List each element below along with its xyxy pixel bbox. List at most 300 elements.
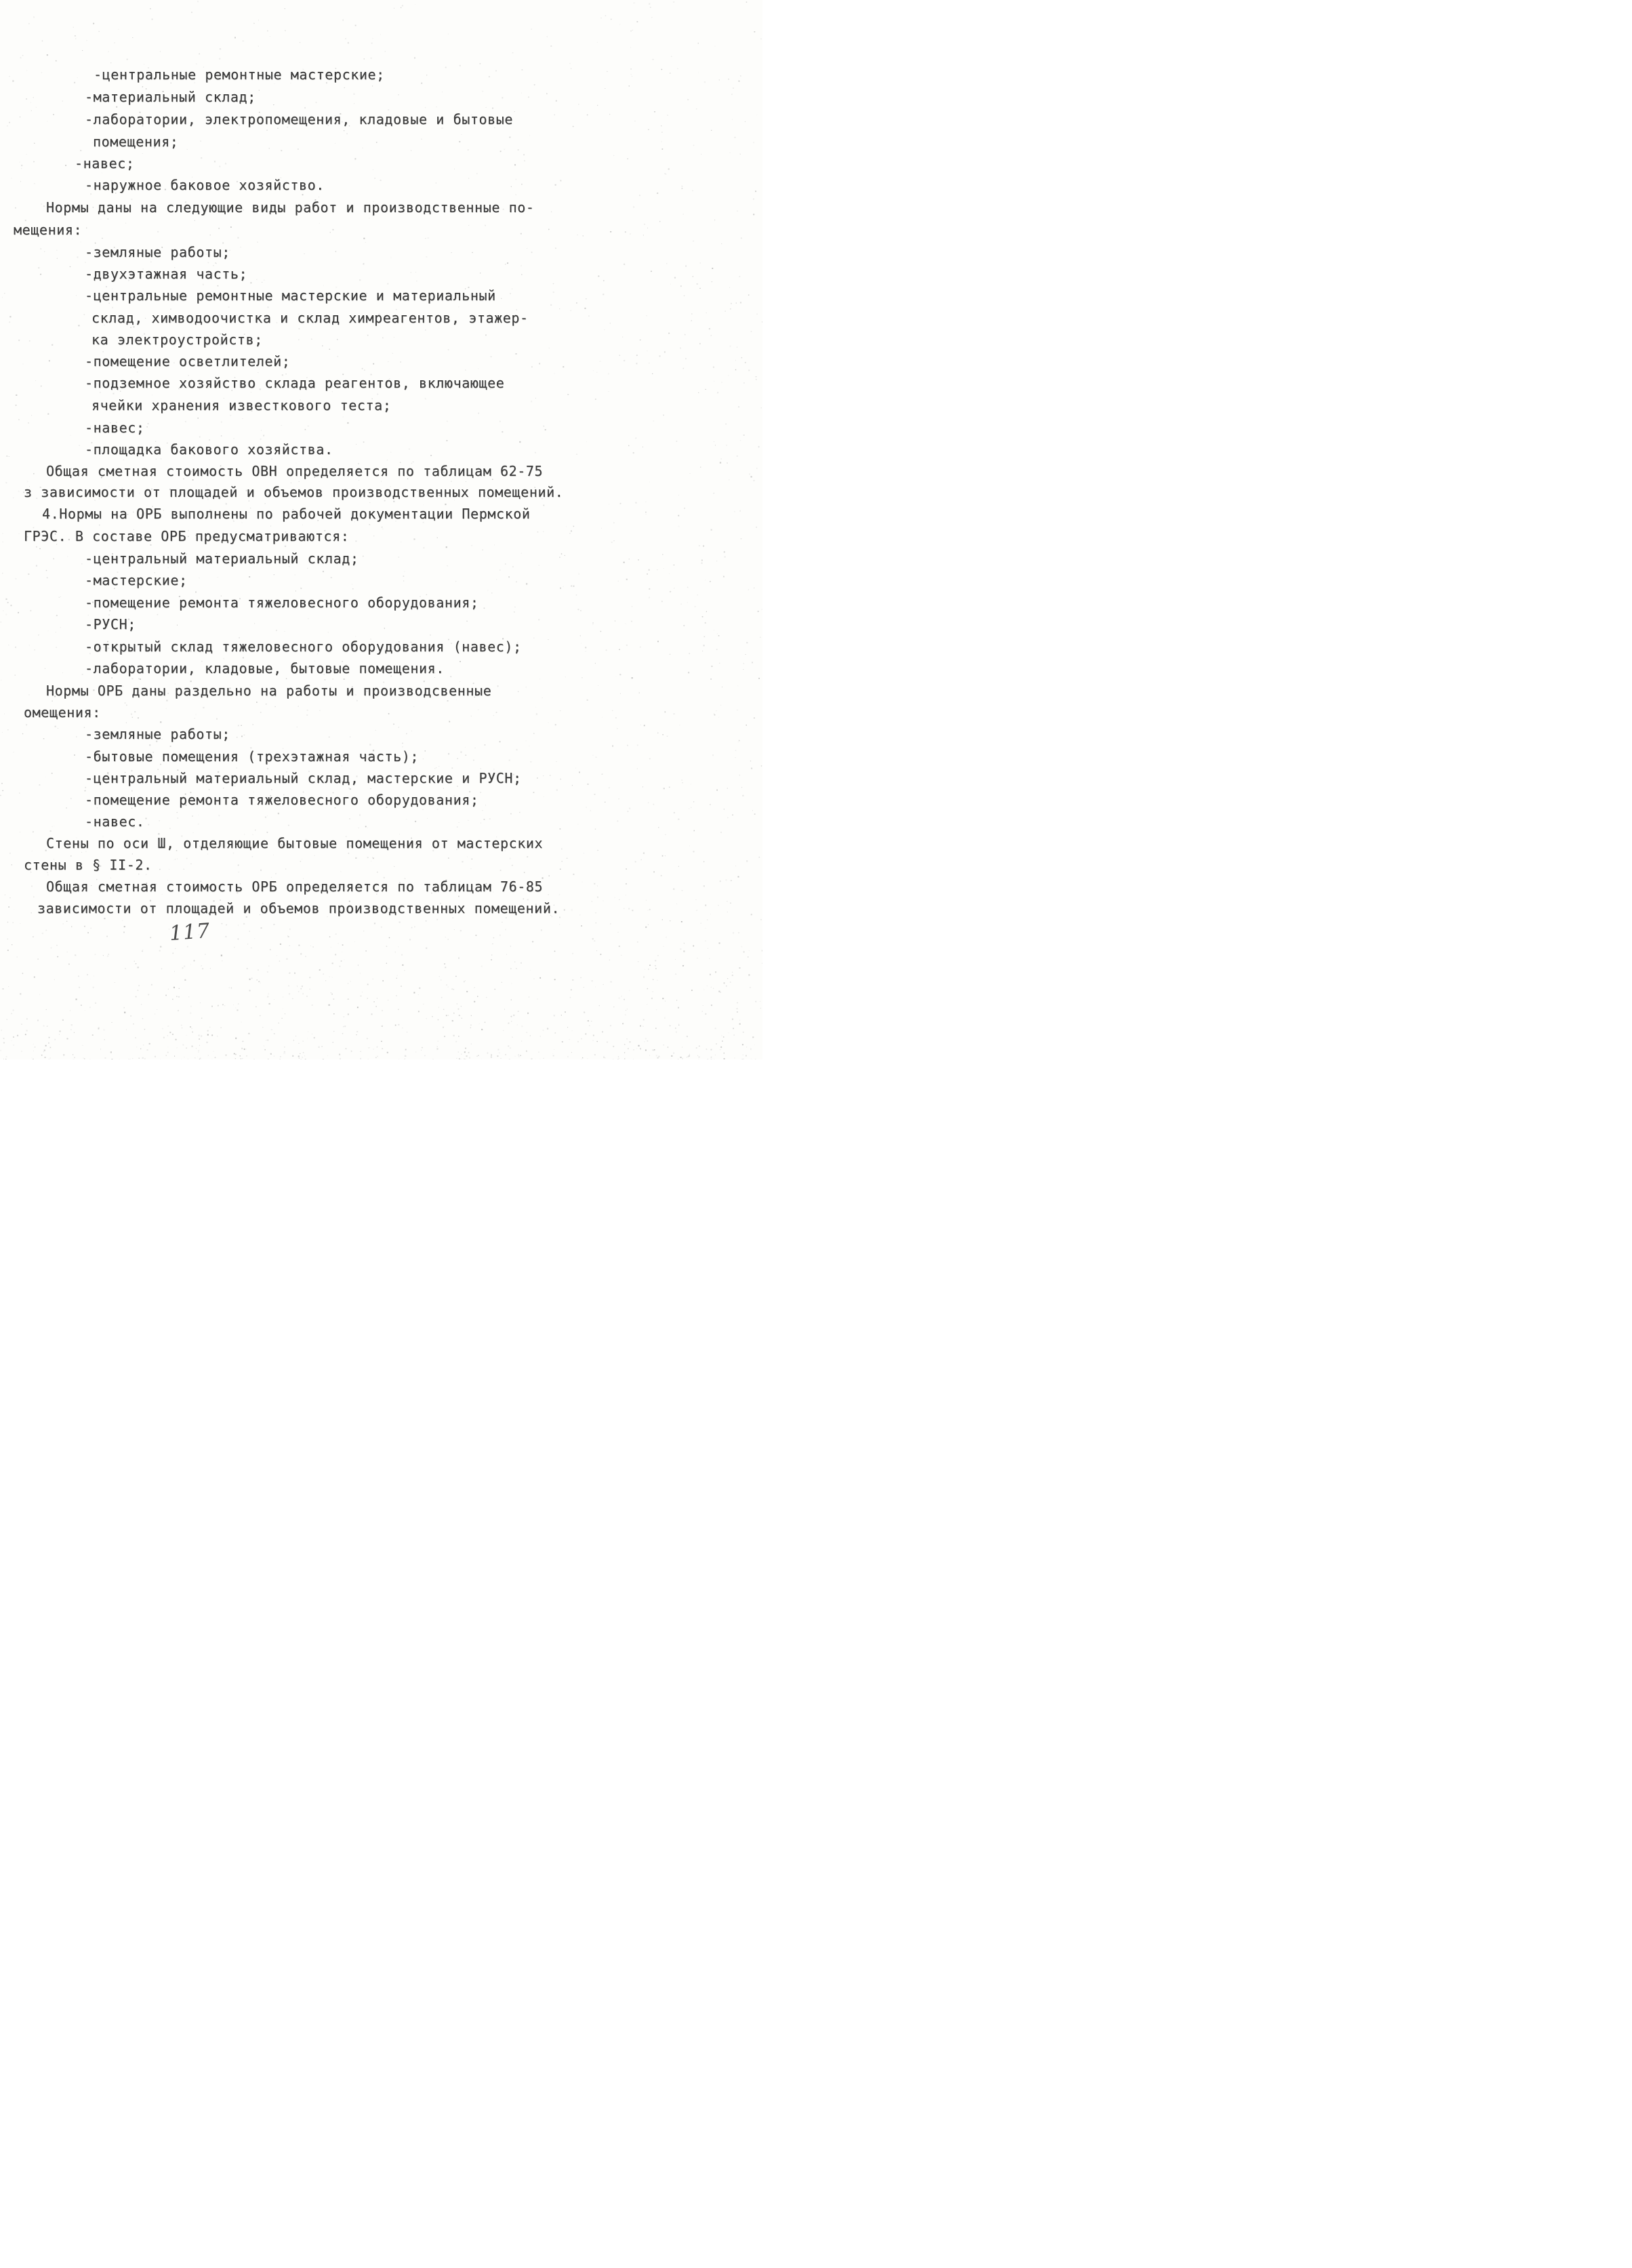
document-line: склад, химводоочистка и склад химреагентов, этажер- (91, 310, 529, 326)
scan-speck (148, 423, 149, 424)
scan-speck (178, 1010, 179, 1011)
scan-speck (593, 755, 594, 756)
scan-speck (743, 434, 745, 436)
scan-speck (95, 1003, 96, 1004)
scan-speck (355, 540, 356, 542)
scan-speck (595, 987, 596, 988)
scan-speck (715, 46, 716, 47)
scan-speck (354, 941, 355, 942)
scan-speck (553, 1055, 554, 1057)
scan-speck (668, 168, 670, 169)
scan-speck (411, 927, 413, 929)
scan-speck (632, 30, 633, 31)
scan-speck (289, 973, 291, 974)
scan-speck (510, 293, 511, 294)
scan-speck (477, 1056, 478, 1057)
scan-speck (567, 1027, 568, 1028)
scan-speck (573, 874, 574, 875)
scan-speck (509, 760, 510, 761)
scan-speck (447, 421, 448, 422)
scan-speck (288, 985, 289, 986)
scan-speck (353, 94, 354, 95)
scan-speck (343, 417, 344, 418)
scan-speck (471, 868, 472, 869)
scan-speck (735, 757, 736, 758)
scan-speck (56, 249, 58, 251)
scan-speck (619, 946, 620, 947)
scan-speck (535, 398, 536, 399)
scan-speck (662, 734, 664, 735)
document-line: Стены по оси Ш, отделяющие бытовые помещения от мастерских (46, 835, 544, 851)
scan-speck (152, 19, 153, 20)
scan-speck (207, 1034, 209, 1036)
scan-speck (452, 1020, 453, 1021)
scan-speck (21, 1051, 22, 1052)
scan-speck (57, 956, 58, 958)
document-line: Нормы ОРБ даны раздельно на работы и производсвенные (46, 683, 492, 699)
scan-speck (582, 882, 583, 883)
scan-speck (380, 180, 382, 181)
scan-speck (727, 817, 728, 818)
scan-speck (228, 306, 230, 308)
scan-speck (459, 822, 460, 823)
scan-speck (521, 233, 522, 235)
scan-speck (691, 313, 693, 315)
scan-speck (18, 612, 19, 613)
scan-speck (316, 102, 317, 103)
scan-speck (365, 950, 367, 952)
scan-speck (396, 995, 397, 996)
scan-speck (148, 824, 149, 826)
scan-speck (132, 717, 134, 718)
scan-speck (497, 686, 498, 687)
scan-speck (681, 604, 682, 605)
scan-speck (550, 45, 552, 47)
scan-speck (199, 1035, 200, 1036)
scan-speck (348, 42, 349, 43)
scan-speck (567, 858, 568, 859)
scan-speck (649, 569, 650, 571)
scan-speck (238, 925, 239, 926)
scan-speck (299, 481, 300, 482)
scan-speck (308, 426, 309, 427)
scan-speck (186, 1048, 187, 1049)
scan-speck (499, 935, 501, 936)
scan-speck (447, 700, 449, 702)
scan-speck (460, 752, 462, 753)
scan-speck (335, 933, 337, 935)
scan-speck (305, 429, 306, 430)
scan-speck (518, 1011, 519, 1012)
scan-speck (735, 750, 737, 752)
scan-speck (646, 900, 647, 901)
scan-speck (476, 935, 477, 936)
scan-speck (509, 137, 510, 138)
scan-speck (455, 581, 456, 582)
scan-speck (737, 1011, 738, 1013)
scan-speck (89, 1059, 91, 1060)
scan-speck (691, 807, 692, 809)
scan-speck (673, 889, 674, 890)
scan-speck (237, 767, 238, 769)
scan-speck (596, 950, 597, 951)
scan-speck (594, 794, 596, 795)
scan-speck (240, 1055, 241, 1056)
scan-speck (752, 810, 753, 811)
scan-speck (426, 948, 427, 949)
scan-speck (494, 544, 495, 545)
scan-speck (346, 134, 348, 135)
scan-speck (349, 818, 350, 819)
scan-speck (649, 363, 650, 364)
scan-speck (730, 903, 731, 904)
scan-speck (231, 988, 232, 989)
document-line: -земляные работы; (85, 726, 230, 742)
scan-speck (144, 1058, 145, 1059)
scan-speck (604, 329, 605, 330)
scan-speck (595, 829, 596, 830)
scan-speck (187, 149, 188, 150)
scan-speck (531, 28, 533, 30)
document-line: -площадка бакового хозяйства. (85, 441, 333, 458)
scan-speck (697, 283, 698, 285)
scan-speck (274, 1055, 275, 1057)
scan-speck (609, 114, 610, 115)
scan-speck (516, 353, 517, 355)
scan-speck (111, 677, 113, 679)
scan-speck (635, 502, 636, 504)
scan-speck (572, 785, 573, 786)
scan-speck (727, 462, 728, 464)
scan-speck (260, 712, 262, 713)
scan-speck (288, 936, 289, 937)
scan-speck (46, 570, 47, 571)
scan-speck (110, 1051, 112, 1053)
scan-speck (735, 360, 736, 361)
scan-speck (138, 678, 140, 679)
scan-speck (630, 68, 631, 69)
scan-speck (618, 1058, 619, 1059)
scan-speck (639, 195, 640, 196)
scan-speck (304, 1055, 305, 1056)
scan-speck (564, 910, 565, 911)
scan-speck (577, 1041, 579, 1042)
scan-speck (556, 100, 557, 102)
scan-speck (203, 707, 204, 708)
scan-speck (750, 1049, 752, 1050)
scan-speck (633, 1049, 634, 1051)
scan-speck (413, 992, 415, 994)
scan-speck (138, 717, 139, 718)
scan-speck (243, 657, 244, 658)
scan-speck (450, 676, 451, 677)
scan-speck (382, 1026, 383, 1027)
scan-speck (405, 1049, 407, 1051)
scan-speck (258, 981, 260, 982)
scan-speck (361, 996, 362, 997)
scan-speck (555, 1032, 556, 1034)
scan-speck (701, 560, 703, 561)
scan-speck (363, 263, 365, 264)
scan-speck (207, 1030, 209, 1032)
scan-speck (559, 894, 560, 895)
scan-speck (720, 705, 721, 706)
scan-speck (573, 126, 574, 127)
scan-speck (112, 307, 113, 308)
scan-speck (375, 1006, 377, 1007)
scan-speck (13, 1036, 14, 1038)
scan-speck (79, 987, 80, 988)
scan-speck (543, 775, 544, 776)
scan-speck (519, 812, 520, 813)
scan-speck (629, 559, 630, 560)
scan-speck (170, 746, 171, 747)
scan-speck (644, 1041, 645, 1042)
scan-speck (260, 439, 262, 440)
scan-speck (202, 968, 203, 969)
scan-speck (6, 455, 7, 457)
scan-speck (489, 76, 490, 77)
scan-speck (33, 473, 35, 474)
scan-speck (491, 592, 493, 594)
scan-speck (693, 946, 694, 947)
scan-speck (31, 110, 32, 111)
scan-speck (132, 1058, 133, 1059)
scan-speck (731, 94, 733, 95)
scan-speck (453, 989, 455, 990)
scan-speck (687, 1036, 688, 1037)
scan-speck (307, 568, 308, 569)
scan-speck (314, 1037, 315, 1038)
scan-speck (382, 980, 384, 981)
scan-speck (215, 1057, 216, 1058)
scan-speck (241, 247, 242, 248)
scan-speck (727, 978, 728, 979)
scan-speck (348, 998, 349, 1000)
scan-speck (309, 977, 310, 978)
scan-speck (487, 1053, 489, 1054)
scan-speck (259, 90, 260, 91)
scan-speck (751, 476, 752, 477)
scan-speck (146, 874, 147, 875)
scan-speck (329, 349, 330, 350)
scan-speck (530, 1035, 531, 1036)
scan-speck (221, 435, 222, 436)
scan-speck (400, 361, 401, 363)
scan-speck (123, 932, 125, 933)
scan-speck (333, 998, 334, 1000)
scan-speck (533, 638, 534, 639)
scan-speck (331, 577, 332, 578)
scan-speck (237, 737, 238, 738)
scan-speck (537, 531, 538, 532)
scan-speck (393, 501, 394, 502)
scan-speck (456, 1058, 457, 1059)
scan-speck (729, 346, 731, 347)
scan-speck (691, 990, 693, 991)
scan-speck (132, 853, 133, 854)
scan-speck (666, 263, 667, 264)
document-line: зависимости от площадей и объемов производственных помещений. (37, 900, 560, 916)
scan-speck (196, 714, 197, 715)
scan-speck (657, 979, 658, 981)
scan-speck (571, 586, 572, 587)
scan-speck (15, 674, 16, 676)
scan-speck (44, 1050, 45, 1051)
scan-speck (665, 855, 666, 856)
scan-speck (205, 954, 206, 955)
scan-speck (190, 1026, 191, 1028)
document-line: помещения; (93, 134, 179, 150)
scan-speck (17, 956, 18, 957)
scan-speck (342, 20, 344, 21)
scan-speck (103, 1029, 104, 1030)
scan-speck (521, 963, 522, 964)
scan-speck (82, 674, 83, 675)
scan-speck (739, 276, 741, 277)
scan-speck (218, 815, 220, 816)
scan-speck (503, 1030, 504, 1031)
scan-speck (33, 161, 35, 163)
scan-speck (701, 563, 703, 564)
scan-speck (669, 787, 670, 788)
scan-speck (445, 967, 446, 968)
scan-speck (175, 948, 176, 949)
scan-speck (699, 545, 700, 546)
scan-speck (138, 985, 140, 986)
scan-speck (282, 1018, 283, 1019)
scan-speck (85, 787, 86, 788)
scan-speck (203, 284, 204, 285)
scan-speck (198, 1051, 199, 1052)
scan-speck (735, 137, 736, 138)
scan-speck (596, 372, 597, 373)
scan-speck (307, 710, 308, 711)
scan-speck (375, 1057, 376, 1058)
scan-speck (434, 677, 435, 678)
scan-speck (721, 458, 722, 459)
scan-speck (7, 950, 9, 951)
scan-speck (662, 919, 663, 920)
scan-speck (710, 679, 712, 680)
scan-speck (347, 422, 348, 424)
scan-speck (704, 636, 706, 637)
scan-speck (505, 929, 506, 931)
scan-speck (181, 1025, 182, 1026)
scan-speck (692, 276, 693, 277)
scan-speck (350, 788, 351, 790)
scan-speck (691, 320, 693, 321)
scan-speck (356, 1034, 357, 1035)
scan-speck (631, 621, 632, 622)
scan-speck (645, 1038, 647, 1039)
scan-speck (150, 937, 151, 938)
scan-speck (533, 792, 535, 793)
scan-speck (651, 271, 652, 272)
scan-speck (388, 713, 390, 714)
scan-speck (459, 1015, 460, 1016)
scan-speck (655, 968, 657, 969)
scan-speck (550, 304, 552, 306)
scan-speck (709, 958, 710, 959)
scan-speck (630, 31, 632, 32)
scan-speck (237, 237, 239, 239)
scan-speck (461, 1006, 462, 1007)
scan-speck (499, 421, 501, 422)
scan-speck (131, 678, 133, 679)
scan-speck (451, 988, 453, 990)
scan-speck (26, 1030, 28, 1031)
scan-speck (592, 622, 593, 623)
scan-speck (620, 693, 621, 694)
scan-speck (174, 1056, 175, 1057)
scan-speck (552, 1053, 553, 1054)
scan-speck (273, 924, 274, 925)
scan-speck (323, 973, 324, 975)
scan-speck (258, 46, 259, 47)
scan-speck (721, 1035, 722, 1036)
scan-speck (17, 1035, 18, 1036)
scan-speck (37, 1019, 39, 1021)
scan-speck (252, 724, 253, 725)
scan-speck (206, 1042, 207, 1043)
scan-speck (748, 974, 750, 975)
scan-speck (54, 1039, 56, 1040)
scan-speck (521, 274, 523, 275)
scan-speck (219, 166, 220, 167)
scan-speck (142, 951, 143, 952)
scan-speck (682, 965, 684, 967)
scan-speck (743, 952, 745, 953)
scan-speck (640, 1049, 641, 1050)
scan-speck (278, 813, 279, 814)
scan-speck (538, 1052, 539, 1053)
scan-speck (372, 85, 373, 86)
scan-speck (661, 601, 663, 602)
scan-speck (396, 975, 397, 976)
scan-speck (678, 866, 679, 867)
scan-speck (653, 1049, 654, 1051)
scan-speck (571, 1052, 572, 1053)
scan-speck (225, 936, 226, 937)
scan-speck (184, 979, 186, 981)
scan-speck (723, 576, 725, 578)
scan-speck (537, 777, 538, 779)
scan-speck (87, 932, 89, 933)
scan-speck (31, 1057, 32, 1058)
scan-speck (288, 825, 289, 826)
scan-speck (289, 929, 291, 930)
scan-speck (465, 980, 466, 981)
scan-speck (593, 370, 594, 371)
scan-speck (652, 17, 653, 18)
scan-speck (752, 1036, 754, 1038)
scan-speck (246, 1055, 247, 1057)
scan-speck (301, 588, 302, 589)
scan-speck (555, 184, 556, 186)
scan-speck (159, 820, 160, 822)
scan-speck (198, 824, 199, 825)
scan-speck (201, 157, 202, 159)
scan-speck (742, 1044, 743, 1045)
scan-speck (493, 715, 494, 716)
document-line: -земляные работы; (85, 244, 230, 260)
scan-speck (689, 846, 690, 847)
scan-speck (327, 1055, 328, 1056)
scan-speck (718, 991, 720, 992)
scan-speck (41, 203, 42, 204)
scan-speck (741, 946, 742, 947)
